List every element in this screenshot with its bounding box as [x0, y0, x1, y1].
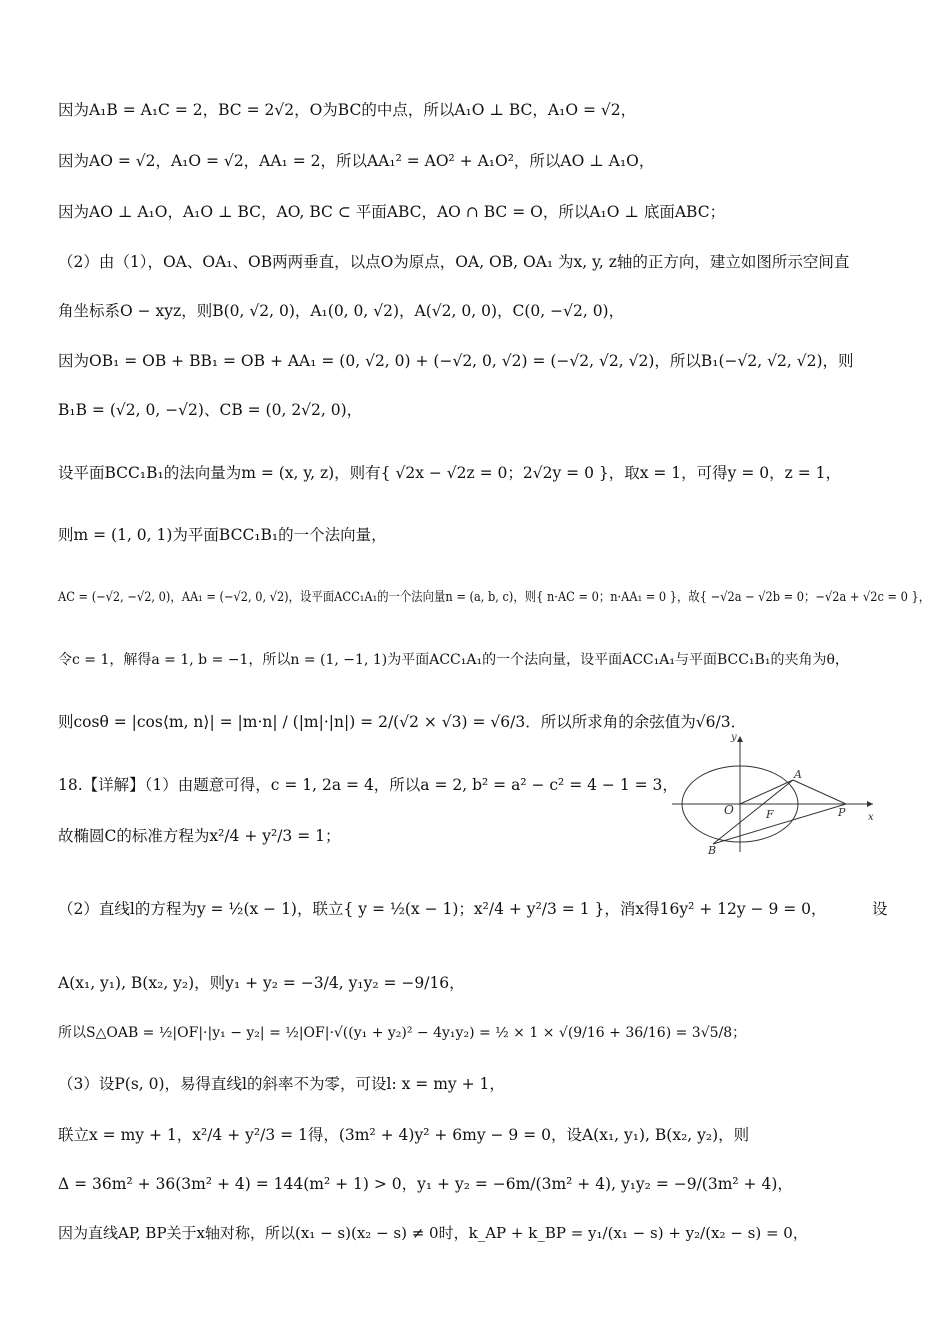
y-axis-arrow [737, 736, 743, 742]
text-line-15: （2）直线l的方程为y = ½(x − 1)，联立{ y = ½(x − 1)；x²/4 + y²/3 = 1 }，消x得16y² + 12y − 9 = 0， [58, 900, 827, 918]
label-y: y [731, 732, 737, 743]
text-line-2: 因为AO = √2，A₁O = √2，AA₁ = 2，所以AA₁² = AO² + A₁O²，所以AO ⊥ A₁O， [58, 152, 655, 170]
text-line-1: 因为A₁B = A₁C = 2，BC = 2√2，O为BC的中点，所以A₁O ⊥ BC，A₁O = √2， [58, 101, 637, 119]
ellipse-figure [668, 730, 878, 855]
label-x: x [868, 812, 874, 823]
text-line-12: 则cosθ = |cos⟨m, n⟩| = |m·n| / (|m|·|n|) = 2/(√2 × √3) = √6/3．所以所求角的余弦值为√6/3． [58, 713, 747, 731]
text-line-5: 角坐标系O − xyz，则B(0, √2, 0)，A₁(0, 0, √2)，A(√2, 0, 0)，C(0, −√2, 0)， [58, 302, 625, 320]
line-OA [740, 780, 793, 804]
text-line-8: 设平面BCC₁B₁的法向量为m = (x, y, z)，则有{ √2x − √2z = 0；2√2y = 0 }，取x = 1，可得y = 0，z = 1， [58, 464, 842, 482]
text-line-19: 联立x = my + 1，x²/4 + y²/3 = 1得，(3m² + 4)y² + 6my − 9 = 0，设A(x₁, y₁), B(x₂, y₂)，则 [58, 1126, 750, 1144]
text-line-3: 因为AO ⊥ A₁O，A₁O ⊥ BC，AO, BC ⊂ 平面ABC，AO ∩ BC = O，所以A₁O ⊥ 底面ABC； [58, 203, 726, 221]
text-line-7: B₁B = (√2, 0, −√2)、CB = (0, 2√2, 0)， [58, 401, 363, 419]
label-P: P [838, 806, 846, 819]
text-line-16: A(x₁, y₁), B(x₂, y₂)，则y₁ + y₂ = −3/4, y₁y₂ = −9/16， [58, 974, 465, 992]
label-B: B [708, 844, 717, 855]
x-axis-arrow [867, 801, 873, 807]
text-line-13: 18.【详解】（1）由题意可得，c = 1, 2a = 4，所以a = 2, b² = a² − c² = 4 − 1 = 3， [58, 776, 678, 794]
label-F: F [766, 808, 774, 821]
line-AP [793, 780, 846, 804]
text-line-10: AC = (−√2, −√2, 0)，AA₁ = (−√2, 0, √2)，设平面ACC₁A₁的一个法向量n = (a, b, c)，则{ n·AC = 0；n·AA₁ = 0 }，故{ −√2a − √2b = 0；−√2a + √2c = 0 }， [58, 590, 931, 605]
label-O: O [724, 803, 734, 817]
text-line-18: （3）设P(s, 0)，易得直线l的斜率不为零，可设l: x = my + 1， [58, 1075, 505, 1093]
text-line-14: 故椭圆C的标准方程为x²/4 + y²/3 = 1； [58, 827, 341, 845]
text-line-6: 因为OB₁ = OB + BB₁ = OB + AA₁ = (0, √2, 0) + (−√2, 0, √2) = (−√2, √2, √2)，所以B₁(−√2, √2, √2)，则 [58, 352, 854, 370]
text-line-9: 则m = (1, 0, 1)为平面BCC₁B₁的一个法向量， [58, 526, 387, 544]
text-line-21: 因为直线AP, BP关于x轴对称，所以(x₁ − s)(x₂ − s) ≠ 0时，k_AP + k_BP = y₁/(x₁ − s) + y₂/(x₂ − s) = 0， [58, 1224, 808, 1242]
text-line-20: Δ = 36m² + 36(3m² + 4) = 144(m² + 1) > 0，y₁ + y₂ = −6m/(3m² + 4), y₁y₂ = −9/(3m² + 4)， [58, 1175, 793, 1193]
label-A: A [794, 768, 802, 781]
text-line-4: （2）由（1），OA、OA₁、OB两两垂直，以点O为原点，OA, OB, OA₁ 为x, y, z轴的正方向，建立如图所示空间直 [58, 253, 850, 271]
text-line-17: 所以S△OAB = ½|OF|·|y₁ − y₂| = ½|OF|·√((y₁ + y₂)² − 4y₁y₂) = ½ × 1 × √(9/16 + 36/16) = 3√5/8； [58, 1025, 747, 1041]
text-line-11: 令c = 1，解得a = 1, b = −1，所以n = (1, −1, 1)为平面ACC₁A₁的一个法向量，设平面ACC₁A₁与平面BCC₁B₁的夹角为θ， [58, 652, 849, 668]
text-line-15-trailing: 设 [872, 900, 888, 918]
